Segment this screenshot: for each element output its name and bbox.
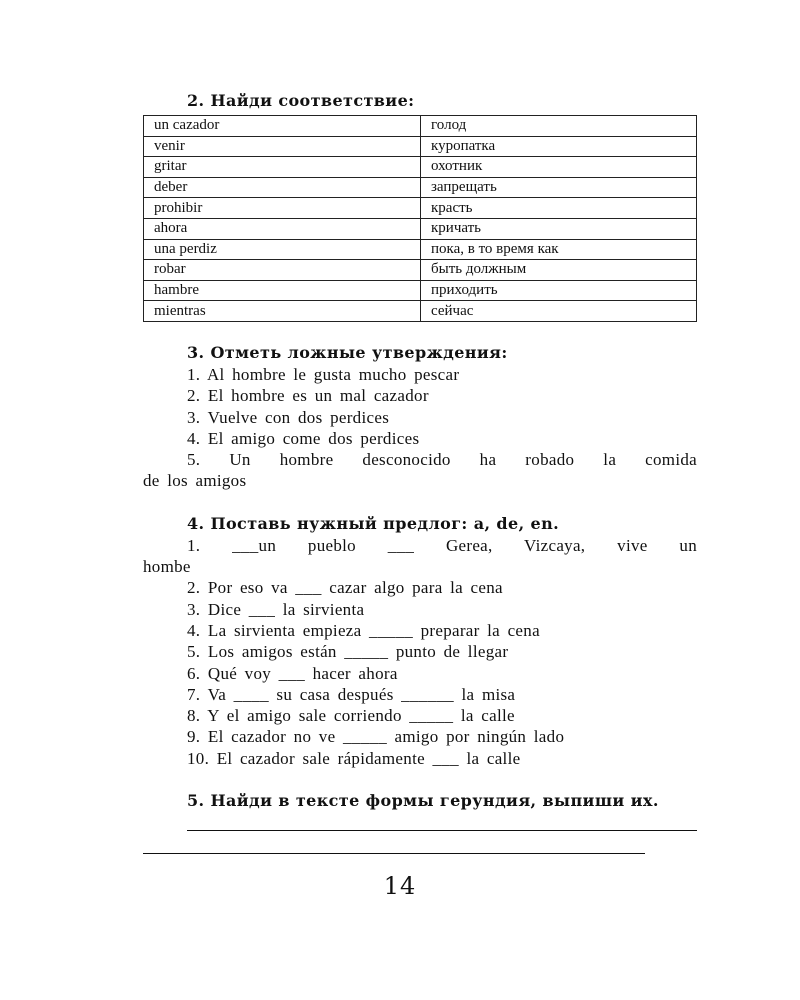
statement-item: 1. Al hombre le gusta mucho pescar xyxy=(187,364,460,384)
preposition-item-continuation: hombe xyxy=(143,557,191,577)
russian-translation-cell: голод xyxy=(421,116,697,137)
preposition-item: 7. Va ____ su casa después ______ la misa xyxy=(187,684,516,704)
table-row xyxy=(144,280,697,301)
preposition-item: 8. Y el amigo sale corriendo _____ la calle xyxy=(187,706,515,726)
spanish-word-cell: un cazador xyxy=(144,116,421,137)
spanish-word-cell: ahora xyxy=(144,218,421,239)
preposition-item: 6. Qué voy ___ hacer ahora xyxy=(187,663,398,683)
preposition-item: 9. El cazador no ve _____ amigo por ningún lado xyxy=(187,727,565,747)
spanish-word-cell: deber xyxy=(144,177,421,198)
spanish-word-cell: venir xyxy=(144,136,421,157)
russian-translation-cell: сейчас xyxy=(421,301,697,322)
russian-translation-cell: куропатка xyxy=(421,136,697,157)
table-row xyxy=(144,198,697,219)
table-row xyxy=(144,136,697,157)
russian-translation-cell: охотник xyxy=(421,157,697,178)
exercise-4 xyxy=(143,513,697,769)
table-row xyxy=(144,177,697,198)
matching-table xyxy=(143,115,697,322)
statement-item: 3. Vuelve con dos perdices xyxy=(187,407,390,427)
exercise-5-title: 5. Найди в тексте формы герундия, выпиши их. xyxy=(187,790,659,810)
answer-lines xyxy=(143,816,697,854)
table-row xyxy=(144,301,697,322)
russian-translation-cell: запрещать xyxy=(421,177,697,198)
exercise-4-title: 4. Поставь нужный предлог: a, de, en. xyxy=(187,513,560,533)
page-number: 14 xyxy=(383,872,417,900)
russian-translation-cell: приходить xyxy=(421,280,697,301)
russian-translation-cell: красть xyxy=(421,198,697,219)
spanish-word-cell: hambre xyxy=(144,280,421,301)
table-row xyxy=(144,116,697,137)
russian-translation-cell: кричать xyxy=(421,218,697,239)
answer-line xyxy=(187,816,697,831)
preposition-item: 10. El cazador sale rápidamente ___ la calle xyxy=(187,748,521,768)
spanish-word-cell: robar xyxy=(144,260,421,281)
exercise-3-title: 3. Отметь ложные утверждения: xyxy=(187,342,508,362)
spanish-word-cell: prohibir xyxy=(144,198,421,219)
statement-item: 2. El hombre es un mal cazador xyxy=(187,386,429,406)
preposition-item: 2. Por eso va ___ cazar algo para la cena xyxy=(187,578,503,598)
statement-item: 5. Un hombre desconocido ha robado la comida xyxy=(187,450,697,470)
answer-line xyxy=(143,839,645,854)
preposition-item: 5. Los amigos están _____ punto de llegar xyxy=(187,642,509,662)
exercise-5 xyxy=(143,790,697,854)
spanish-word-cell: mientras xyxy=(144,301,421,322)
preposition-item: 1. ___un pueblo ___ Gerea, Vizcaya, vive un xyxy=(187,535,697,555)
table-row xyxy=(144,218,697,239)
table-row xyxy=(144,239,697,260)
spanish-word-cell: una perdiz xyxy=(144,239,421,260)
workbook-page xyxy=(143,90,697,854)
spanish-word-cell: gritar xyxy=(144,157,421,178)
preposition-item: 3. Dice ___ la sirvienta xyxy=(187,599,365,619)
statement-item: 4. El amigo come dos perdices xyxy=(187,428,420,448)
russian-translation-cell: быть должным xyxy=(421,260,697,281)
exercise-2-title: 2. Найди соответствие: xyxy=(187,91,415,110)
exercise-3 xyxy=(143,342,697,492)
preposition-item: 4. La sirvienta empieza _____ preparar la cena xyxy=(187,620,540,640)
statement-item-continuation: de los amigos xyxy=(143,471,247,491)
russian-translation-cell: пока, в то время как xyxy=(421,239,697,260)
table-row xyxy=(144,157,697,178)
table-row xyxy=(144,260,697,281)
